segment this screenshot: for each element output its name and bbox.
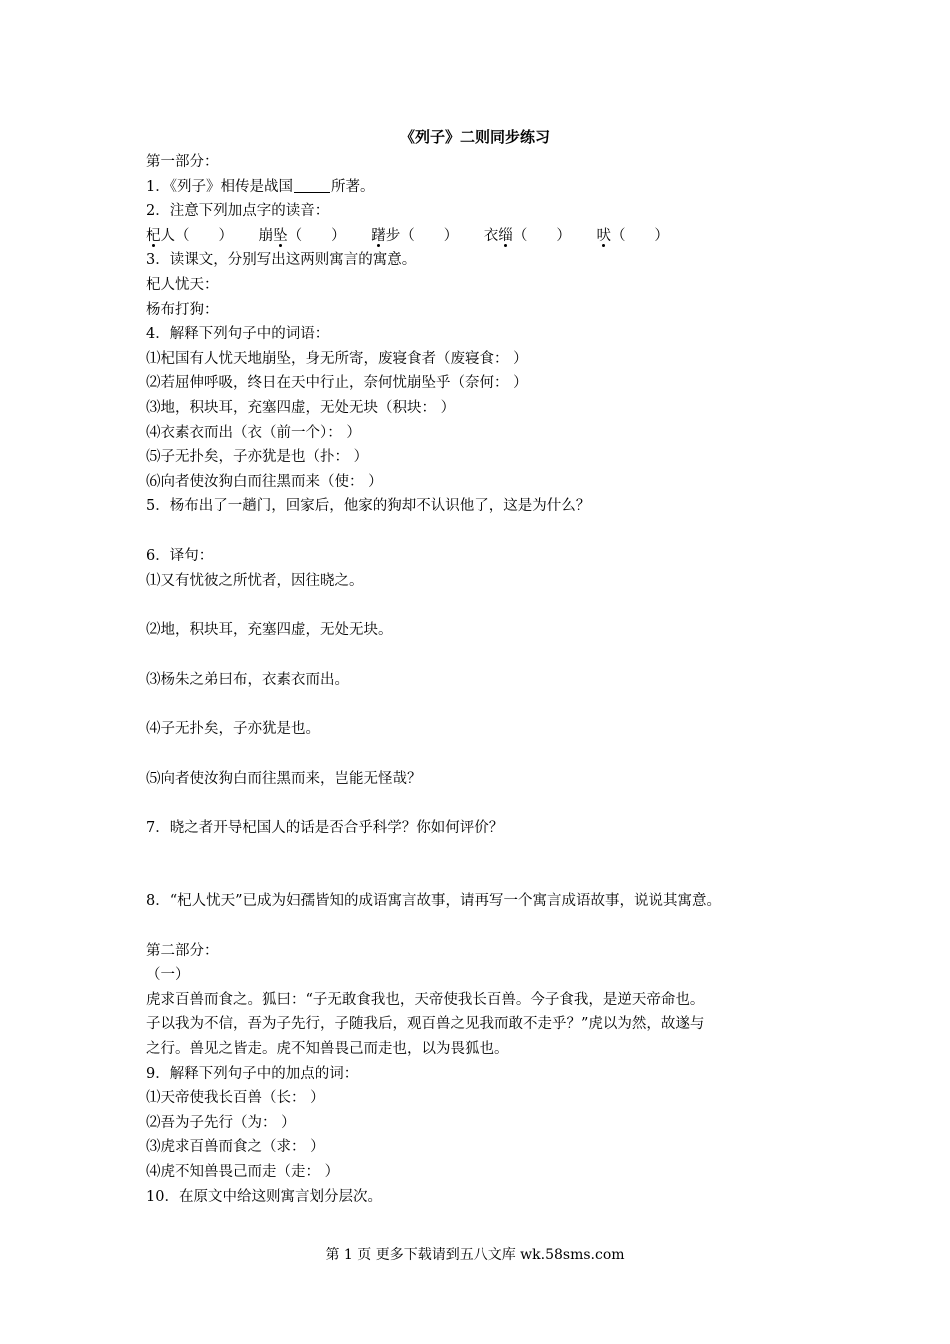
question-9: 9．解释下列句子中的加点的词： <box>146 1065 359 1082</box>
passage-line: 之行。兽见之皆走。虎不知兽畏己而走也，以为畏狐也。 <box>146 1041 509 1058</box>
question-2: 2．注意下列加点字的读音： <box>146 203 330 220</box>
question-5: 5．杨布出了一趟门，回家后，他家的狗却不认识他了，这是为什么？ <box>146 498 591 515</box>
part2-heading: 第二部分： <box>146 942 219 959</box>
question-3: 3．读课文，分别写出这两则寓言的寓意。 <box>146 252 417 269</box>
dotted-char: 吠 <box>596 227 611 244</box>
question-6-item: ⑸向者使汝狗白而往黑而来，岂能无怪哉？ <box>146 770 422 787</box>
dotted-char: 坠 <box>273 227 288 244</box>
question-9-item: ⑵吾为子先行（为： ） <box>146 1114 296 1131</box>
question-10: 10．在原文中给这则寓言划分层次。 <box>146 1188 382 1205</box>
question-6: 6．译句： <box>146 547 214 564</box>
question-6-item: ⑶杨朱之弟曰布，衣素衣而出。 <box>146 671 349 688</box>
question-9-item: ⑴天帝使我长百兽（长： ） <box>146 1090 325 1107</box>
part2-subheading: （一） <box>146 967 190 984</box>
passage-line: 子以我为不信，吾为子先行，子随我后，观百兽之见我而敢不走乎？”虎以为然，故遂与 <box>146 1016 705 1033</box>
question-4-item: ⑶地，积块耳，充塞四虚，无处无块（积块： ） <box>146 399 456 416</box>
document-title: 《列子》二则同步练习 <box>399 128 550 146</box>
reading-item: 衣缁（ ） <box>483 227 571 244</box>
question-4-item: ⑴杞国有人忧天地崩坠，身无所寄，废寝食者（废寝食： ） <box>146 350 528 367</box>
reading-item: 躇步（ ） <box>371 227 459 244</box>
question-1-text-after: 所著。 <box>330 178 375 195</box>
answer-space <box>146 791 826 816</box>
question-6-item: ⑷子无扑矣，子亦犹是也。 <box>146 721 320 738</box>
answer-space <box>146 692 826 717</box>
question-3b: 杨布打狗： <box>146 301 219 318</box>
passage-line: 虎求百兽而食之。狐曰：“子无敢食我也，天帝使我长百兽。今子食我，是逆天帝命也。 <box>146 991 705 1008</box>
reading-item: 吠（ ） <box>596 227 669 244</box>
question-9-item: ⑷虎不知兽畏己而走（走： ） <box>146 1164 340 1180</box>
part1-heading: 第一部分： <box>146 154 219 170</box>
answer-blank <box>294 178 330 193</box>
question-6-item: ⑵地，积块耳，充塞四虚，无处无块。 <box>146 622 393 639</box>
question-4-item: ⑵若屈伸呼吸，终日在天中行止，奈何忧崩坠乎（奈何： ） <box>146 375 528 392</box>
reading-item: 杞人（ ） <box>146 227 233 244</box>
answer-space <box>146 643 826 668</box>
question-7: 7．晓之者开导杞国人的话是否合乎科学？你如何评价？ <box>146 820 504 837</box>
page-footer: 第 1 页 更多下载请到五八文库 wk.58sms.com <box>325 1247 625 1263</box>
dotted-char: 缁 <box>498 227 513 244</box>
question-1-text-before: 1．《列子》相传是战国 <box>146 178 293 195</box>
question-1 <box>146 175 826 200</box>
answer-space <box>146 841 826 889</box>
question-3a: 杞人忧天： <box>146 276 219 293</box>
answer-space <box>146 593 826 618</box>
question-9-item: ⑶虎求百兽而食之（求： ） <box>146 1139 325 1156</box>
reading-items <box>146 224 826 249</box>
question-4-item: ⑷衣素衣而出（衣（前一个）： ） <box>146 424 361 441</box>
answer-space <box>146 914 826 939</box>
document-body <box>146 150 826 1209</box>
reading-item: 崩坠（ ） <box>258 227 346 244</box>
question-4-item: ⑹向者使汝狗白而往黑而来（使： ） <box>146 473 383 490</box>
dotted-char: 杞 <box>146 227 161 244</box>
question-4-item: ⑸子无扑矣，子亦犹是也（扑： ） <box>146 449 369 466</box>
question-6-item: ⑴又有忧彼之所忧者，因往晓之。 <box>146 572 364 589</box>
question-4: 4．解释下列句子中的词语： <box>146 326 330 343</box>
dotted-char: 躇 <box>371 227 386 244</box>
answer-space <box>146 742 826 767</box>
question-8: 8．“杞人忧天”已成为妇孺皆知的成语寓言故事，请再写一个寓言成语故事，说说其寓意。 <box>146 893 722 910</box>
answer-space <box>146 519 826 544</box>
